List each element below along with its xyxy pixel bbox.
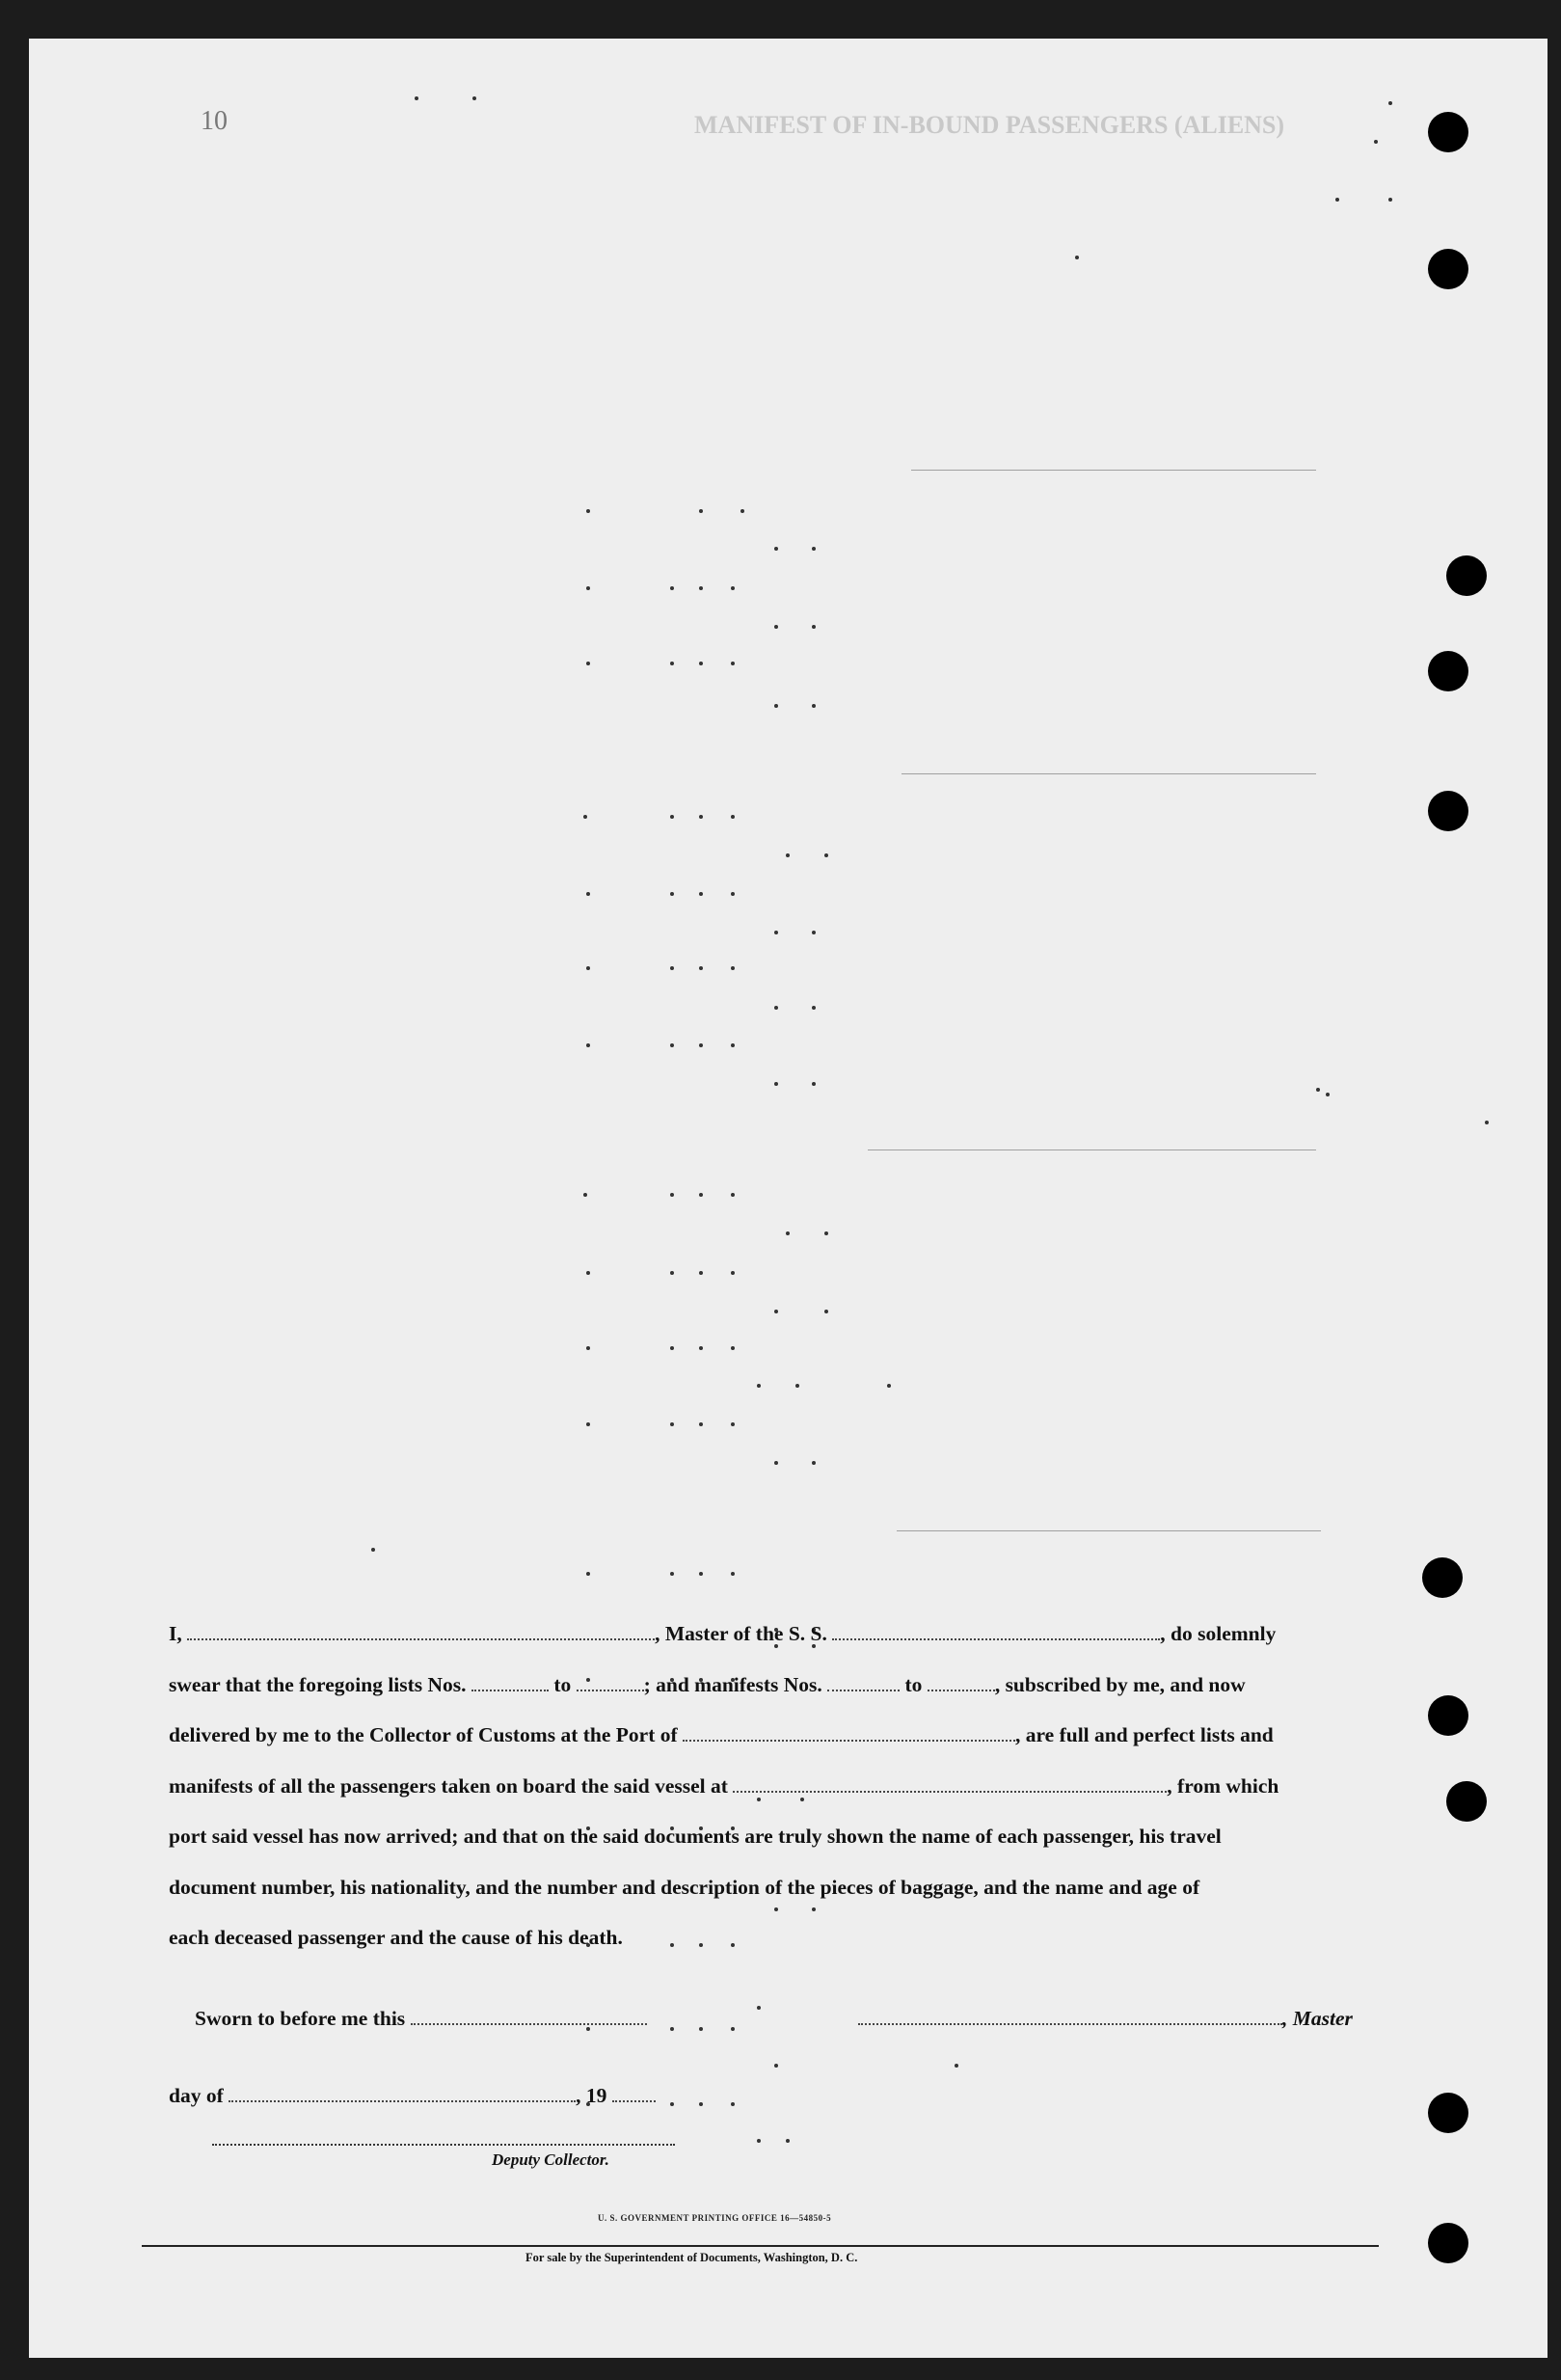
punch-hole [1428, 1695, 1468, 1736]
sworn-row [195, 2006, 647, 2031]
dot-artifact [670, 1043, 674, 1047]
dot-artifact [757, 1384, 761, 1388]
dot-artifact [670, 1422, 674, 1426]
punch-hole [1446, 1781, 1487, 1822]
oath-line-7: each deceased passenger and the cause of his death. [169, 1926, 623, 1949]
punch-hole [1422, 1557, 1463, 1598]
dot-artifact [731, 815, 735, 819]
dot-artifact [1326, 1093, 1330, 1096]
list-to-field[interactable] [577, 1672, 644, 1691]
dot-artifact [731, 2102, 735, 2106]
dot-artifact [586, 586, 590, 590]
dot-artifact [774, 931, 778, 934]
sworn-label: Sworn to before me this [195, 2007, 406, 2030]
dot-artifact [699, 815, 703, 819]
dot-artifact [699, 1422, 703, 1426]
dot-artifact [1335, 198, 1339, 202]
dot-artifact [786, 853, 790, 857]
year-label: , 19 [576, 2084, 607, 2107]
manifest-to-field[interactable] [928, 1672, 995, 1691]
dot-artifact [699, 966, 703, 970]
dot-artifact [699, 2027, 703, 2031]
punch-hole [1428, 2223, 1468, 2263]
dot-artifact [670, 1271, 674, 1275]
dot-artifact [1388, 198, 1392, 202]
deputy-signature-line[interactable] [212, 2144, 675, 2146]
list-from-field[interactable] [471, 1672, 549, 1691]
dot-artifact [824, 853, 828, 857]
dot-artifact [824, 1231, 828, 1235]
dot-artifact [812, 547, 816, 551]
dot-artifact [774, 1310, 778, 1313]
port-of-departure-field[interactable] [733, 1773, 1167, 1793]
delivered-label: delivered by me to the Collector of Customs at the Port of [169, 1723, 678, 1746]
faint-rule [897, 1530, 1321, 1531]
subscribed-label: , subscribed by me, and now [994, 1672, 1246, 1696]
dot-artifact [786, 2139, 790, 2143]
dot-artifact [731, 1422, 735, 1426]
dot-artifact [699, 662, 703, 665]
bleed-heading: MANIFEST OF IN-BOUND PASSENGERS (ALIENS) [694, 111, 1285, 139]
footer-rule [142, 2245, 1379, 2247]
dot-artifact [670, 586, 674, 590]
vessel-name-field[interactable] [832, 1621, 1160, 1640]
dot-artifact [670, 1346, 674, 1350]
faint-rule [868, 1149, 1316, 1150]
manifests-label: manifests of all the passengers taken on board the said vessel at [169, 1773, 728, 1798]
dot-artifact [812, 931, 816, 934]
dot-artifact [812, 1006, 816, 1010]
dot-artifact [812, 704, 816, 708]
master-name-field[interactable] [187, 1621, 655, 1640]
dot-artifact [670, 892, 674, 896]
faint-rule [902, 773, 1316, 774]
and-manifests-label: ; and manifests Nos. [643, 1672, 822, 1696]
day-of-label: day of [169, 2084, 224, 2107]
dot-artifact [1075, 256, 1079, 259]
dot-artifact [1388, 101, 1392, 105]
dot-artifact [824, 1310, 828, 1313]
deputy-collector-label: Deputy Collector. [492, 2150, 609, 2169]
dot-artifact [699, 892, 703, 896]
dot-artifact [670, 2027, 674, 2031]
dot-artifact [731, 1346, 735, 1350]
dot-artifact [731, 1572, 735, 1576]
dot-artifact [774, 704, 778, 708]
dot-artifact [731, 2027, 735, 2031]
dot-artifact [774, 1461, 778, 1465]
dot-artifact [731, 1043, 735, 1047]
dot-artifact [812, 1461, 816, 1465]
oath-paragraph [169, 1609, 1408, 1963]
dot-artifact [699, 1271, 703, 1275]
dot-artifact [586, 1422, 590, 1426]
port-of-arrival-field[interactable] [683, 1722, 1015, 1742]
dot-artifact [670, 966, 674, 970]
dot-artifact [955, 2064, 958, 2068]
oath-line-5: port said vessel has now arrived; and that on the said documents are truly shown the name of each passenger, his travel [169, 1825, 1222, 1848]
dot-artifact [670, 815, 674, 819]
punch-hole [1428, 112, 1468, 152]
dot-artifact [371, 1548, 375, 1552]
dot-artifact [699, 1572, 703, 1576]
do-solemnly-label: , do solemnly [1160, 1622, 1277, 1645]
dot-artifact [1316, 1088, 1320, 1092]
dot-artifact [670, 2102, 674, 2106]
dot-artifact [774, 625, 778, 629]
dot-artifact [415, 96, 418, 100]
month-field[interactable] [229, 2083, 576, 2102]
dot-artifact [586, 892, 590, 896]
dot-artifact [699, 1043, 703, 1047]
dot-artifact [586, 1346, 590, 1350]
to-label-2: to [904, 1672, 923, 1696]
punch-hole [1428, 791, 1468, 831]
dot-artifact [586, 662, 590, 665]
punch-hole [1428, 249, 1468, 289]
dot-artifact [583, 1193, 587, 1197]
dot-artifact [670, 1193, 674, 1197]
dot-artifact [740, 509, 744, 513]
dot-artifact [731, 966, 735, 970]
dot-artifact [812, 625, 816, 629]
printing-office-imprint: U. S. GOVERNMENT PRINTING OFFICE 16—54850-5 [598, 2213, 832, 2223]
dot-artifact [786, 1231, 790, 1235]
sworn-day-field[interactable] [411, 2006, 647, 2025]
manifest-from-field[interactable] [827, 1672, 900, 1691]
dot-artifact [1374, 140, 1378, 144]
dot-artifact [670, 662, 674, 665]
dot-artifact [774, 2064, 778, 2068]
dot-artifact [812, 1082, 816, 1086]
dot-artifact [774, 1082, 778, 1086]
dot-artifact [757, 2139, 761, 2143]
dot-artifact [586, 966, 590, 970]
dot-artifact [731, 892, 735, 896]
day-of-row [169, 2083, 656, 2108]
dot-artifact [774, 1006, 778, 1010]
dot-artifact [699, 1346, 703, 1350]
bleed-page-number: 10 [201, 106, 228, 136]
dot-artifact [699, 1193, 703, 1197]
master-of-ss-label: , Master of the S. S. [655, 1622, 827, 1645]
dot-artifact [586, 509, 590, 513]
dot-artifact [699, 586, 703, 590]
master-signature-field[interactable] [858, 2006, 1282, 2025]
document-page [29, 39, 1548, 2358]
oath-i: I, [169, 1622, 182, 1645]
dot-artifact [731, 586, 735, 590]
master-label: , Master [1282, 2007, 1353, 2030]
punch-hole [1446, 555, 1487, 596]
dot-artifact [731, 1193, 735, 1197]
for-sale-note: For sale by the Superintendent of Documents, Washington, D. C. [525, 2251, 858, 2264]
dot-artifact [586, 1271, 590, 1275]
dot-artifact [757, 2006, 761, 2010]
dot-artifact [731, 662, 735, 665]
dot-artifact [1485, 1121, 1489, 1124]
year-field[interactable] [612, 2083, 656, 2102]
full-lists-label: , are full and perfect lists and [1015, 1723, 1274, 1746]
master-signature-row [858, 2006, 1353, 2031]
dot-artifact [583, 815, 587, 819]
punch-hole [1428, 651, 1468, 691]
dot-artifact [699, 2102, 703, 2106]
dot-artifact [586, 1572, 590, 1576]
dot-artifact [670, 1572, 674, 1576]
dot-artifact [586, 1043, 590, 1047]
dot-artifact [795, 1384, 799, 1388]
to-label-1: to [553, 1672, 572, 1696]
from-which-label: , from which [1167, 1773, 1279, 1798]
dot-artifact [472, 96, 476, 100]
swear-label: swear that the foregoing lists Nos. [169, 1672, 467, 1696]
oath-line-6: document number, his nationality, and the number and description of the pieces of baggage, and the name and age of [169, 1875, 1200, 1899]
faint-rule [911, 470, 1316, 471]
dot-artifact [699, 509, 703, 513]
punch-hole [1428, 2093, 1468, 2133]
dot-artifact [774, 547, 778, 551]
dot-artifact [731, 1271, 735, 1275]
dot-artifact [887, 1384, 891, 1388]
